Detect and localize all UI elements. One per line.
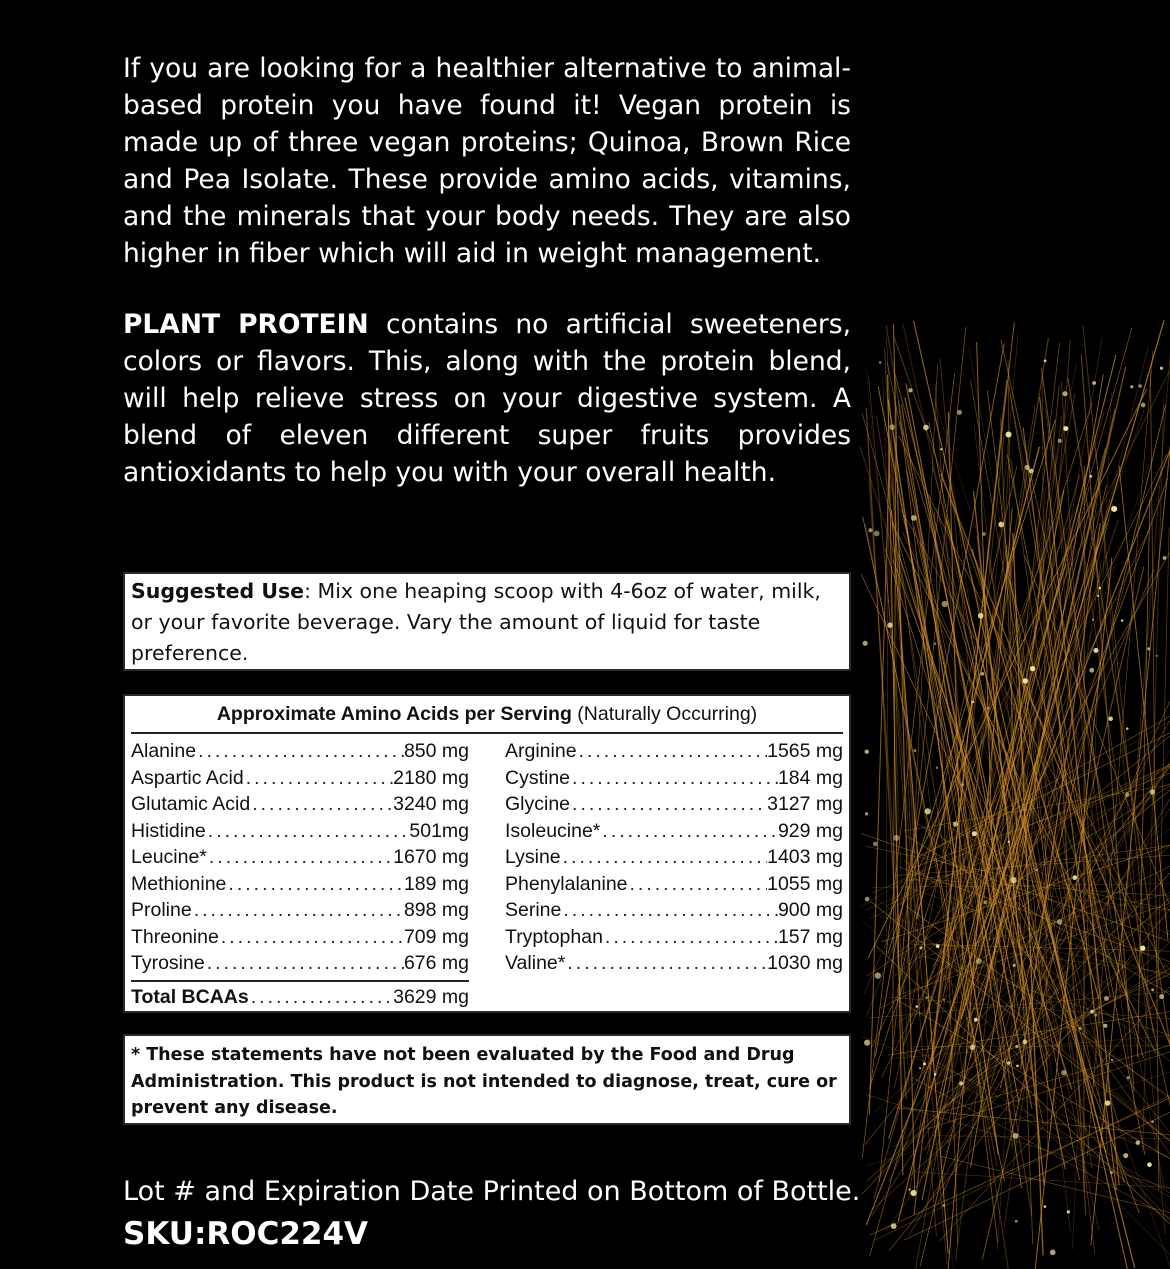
amino-name: Proline	[131, 899, 192, 921]
amino-name: Tryptophan	[505, 925, 603, 948]
total-bcaas-row	[131, 980, 469, 1011]
amino-row	[505, 765, 843, 792]
leader-dots	[219, 924, 404, 951]
amino-row	[505, 897, 843, 924]
amino-row	[131, 950, 469, 977]
leader-dots	[628, 871, 768, 898]
amino-value: 850 mg	[403, 740, 469, 762]
total-bcaas-label: Total BCAAs	[131, 985, 249, 1008]
amino-title-note: (Naturally Occurring)	[571, 703, 758, 725]
total-bcaas-value: 3629 mg	[393, 985, 469, 1008]
amino-row	[505, 950, 843, 977]
amino-row	[131, 765, 469, 792]
amino-name: Glutamic Acid	[131, 793, 251, 815]
amino-name: Isoleucine*	[505, 819, 601, 842]
leader-dots	[207, 844, 393, 871]
amino-value: 3240 mg	[393, 793, 469, 815]
leader-dots	[600, 818, 778, 845]
amino-row	[505, 924, 843, 951]
amino-name: Tyrosine	[131, 952, 205, 974]
amino-row	[505, 738, 843, 765]
leader-dots	[249, 984, 393, 1011]
fda-disclaimer-box: * These statements have not been evaluated by the Food and Drug Administration. This product is not intended to diagnose, treat, cure or prevent any disease.	[123, 1034, 851, 1125]
amino-acid-table	[123, 694, 851, 1013]
amino-column-right	[505, 738, 843, 977]
plant-protein-heading: PLANT PROTEIN	[123, 309, 369, 340]
amino-name: Glycine	[505, 793, 571, 815]
leader-dots	[603, 924, 778, 951]
plant-protein-paragraph	[123, 306, 851, 491]
leader-dots	[192, 897, 404, 924]
amino-value: 900 mg	[777, 899, 843, 921]
amino-columns	[131, 734, 843, 977]
amino-value: 1055 mg	[767, 872, 843, 895]
plant-protein-text: contains no artificial sweeteners, colors or flavors. This, along with the protein blend, will help relieve stress on your digestive system. A blend of eleven different super fruits provides antioxidants to help you with your overall health.	[123, 309, 851, 488]
leader-dots	[570, 765, 778, 792]
amino-value: 189 mg	[403, 872, 469, 895]
sku-code: SKU:ROC224V	[123, 1216, 369, 1252]
amino-row	[505, 871, 843, 898]
amino-value: 709 mg	[403, 925, 469, 948]
amino-row	[505, 844, 843, 871]
amino-value: 929 mg	[777, 819, 843, 842]
amino-table-title	[131, 696, 843, 734]
amino-row	[131, 818, 469, 845]
leader-dots	[196, 738, 404, 765]
leader-dots	[206, 818, 410, 845]
leader-dots	[577, 738, 768, 765]
suggested-use-label: Suggested Use	[131, 579, 305, 603]
leader-dots	[205, 950, 404, 977]
amino-row	[505, 791, 843, 818]
amino-row	[505, 818, 843, 845]
amino-name: Serine	[505, 899, 562, 921]
amino-value: 1670 mg	[393, 846, 469, 868]
amino-row	[131, 897, 469, 924]
amino-value: 676 mg	[403, 952, 469, 974]
amino-row	[131, 871, 469, 898]
amino-column-left	[131, 738, 469, 977]
amino-name: Threonine	[131, 925, 219, 948]
amino-name: Lysine	[505, 846, 561, 868]
amino-value: 3127 mg	[767, 793, 843, 815]
amino-name: Leucine*	[131, 846, 207, 868]
leader-dots	[244, 765, 393, 792]
amino-value: 898 mg	[403, 899, 469, 921]
amino-name: Cystine	[505, 766, 571, 789]
leader-dots	[565, 950, 767, 977]
amino-value: 1403 mg	[767, 846, 843, 868]
leader-dots	[561, 844, 767, 871]
amino-value: 1030 mg	[767, 952, 843, 974]
amino-name: Histidine	[131, 819, 206, 842]
amino-name: Methionine	[131, 872, 227, 895]
amino-row	[131, 791, 469, 818]
suggested-use-text: : Mix one heaping scoop with 4-6oz of water, milk, or your favorite beverage. Vary the amount of liquid for taste preference.	[131, 579, 821, 665]
amino-row	[131, 738, 469, 765]
amino-name: Alanine	[131, 740, 197, 762]
amino-title-bold: Approximate Amino Acids per Serving	[216, 703, 572, 725]
amino-value: 157 mg	[777, 925, 843, 948]
amino-name: Valine*	[505, 952, 566, 974]
intro-paragraph: If you are looking for a healthier alternative to animal-based protein you have found it! Vegan protein is made up of three vegan proteins; Quinoa, Brown Rice and Pea Isolate. These provide amino acids, vitamins, and the minerals that your body needs. They are also higher in fiber which will aid in weight management.	[123, 53, 851, 269]
amino-name: Arginine	[505, 740, 577, 762]
suggested-use-box	[123, 572, 851, 671]
lot-expiration-note: Lot # and Expiration Date Printed on Bottom of Bottle.	[123, 1176, 861, 1207]
leader-dots	[570, 791, 767, 818]
amino-row	[131, 844, 469, 871]
amino-name: Phenylalanine	[505, 872, 628, 895]
leader-dots	[250, 791, 393, 818]
amino-name: Aspartic Acid	[131, 766, 244, 789]
amino-value: 1565 mg	[767, 740, 843, 762]
amino-value: 2180 mg	[393, 766, 469, 789]
leader-dots	[561, 897, 778, 924]
amino-value: 184 mg	[777, 766, 843, 789]
amino-value: 501mg	[409, 819, 469, 842]
amino-row	[131, 924, 469, 951]
leader-dots	[226, 871, 404, 898]
